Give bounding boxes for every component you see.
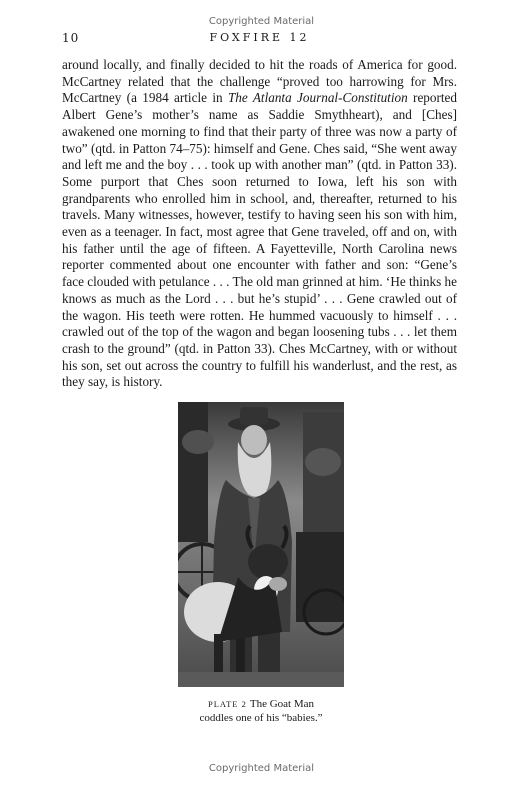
caption-line-2: coddles one of his “babies.” [199,712,323,724]
figure-caption [150,697,372,725]
copyright-watermark-bottom: Copyrighted Material [208,763,315,774]
goat-man-photo [178,402,344,687]
caption-line-1: The Goat Man [249,698,315,710]
text-segment: reported Albert Gene’s mother’s name as Saddie Smythheart), and [Ches] awakened one morning to find that their party of three was now a party of two” (qtd. in Patton 74–75): himself and Gene. Ches said, “She went away and left me and the boy . . . took up with another man” (qtd. in Patton 33). Some purport that Ches soon returned to Iowa, left his son with grandparents who enrolled him in school, and, thereafter, returned to his travels. Many witnesses, however, testify to having seen his son with him, even as a teenager. In fact, most agree that Gene traveled, off and on, with his father until the age of fifteen. A Fayetteville, North Carolina news reporter commented about one encounter with father and son: “Gene’s face clouded with petulance . . . The old man grinned at him. ‘He thinks he knows as much as the Lord . . . but he’s stupid’ . . . Gene crawled out of the wagon. His teeth were rotten. He hummed vacuously to himself . . . crawled out of the top of the wagon and began loosening tubs . . . let them crash to the ground” (qtd. in Patton 33). Ches McCartney, with or without his son, set out across the country to fulfill his wanderlust, and the rest, as they say, is history. [62,90,457,390]
paragraph [62,57,457,391]
page-number: 10 [62,31,80,45]
text-segment: around locally, and finally decided to hit the roads of America for good. McCartney related that the challenge “proved too harrowing for Mrs. McCartney (a 1984 article in [62,57,457,106]
running-head [62,31,457,47]
body-paragraph [62,57,457,391]
plate-label: PLATE 2 [207,699,247,709]
publication-title: The Atlanta Journal-Constitution [227,90,408,106]
copyright-watermark-top: Copyrighted Material [208,16,315,27]
book-title: FOXFIRE 12 [209,31,310,44]
